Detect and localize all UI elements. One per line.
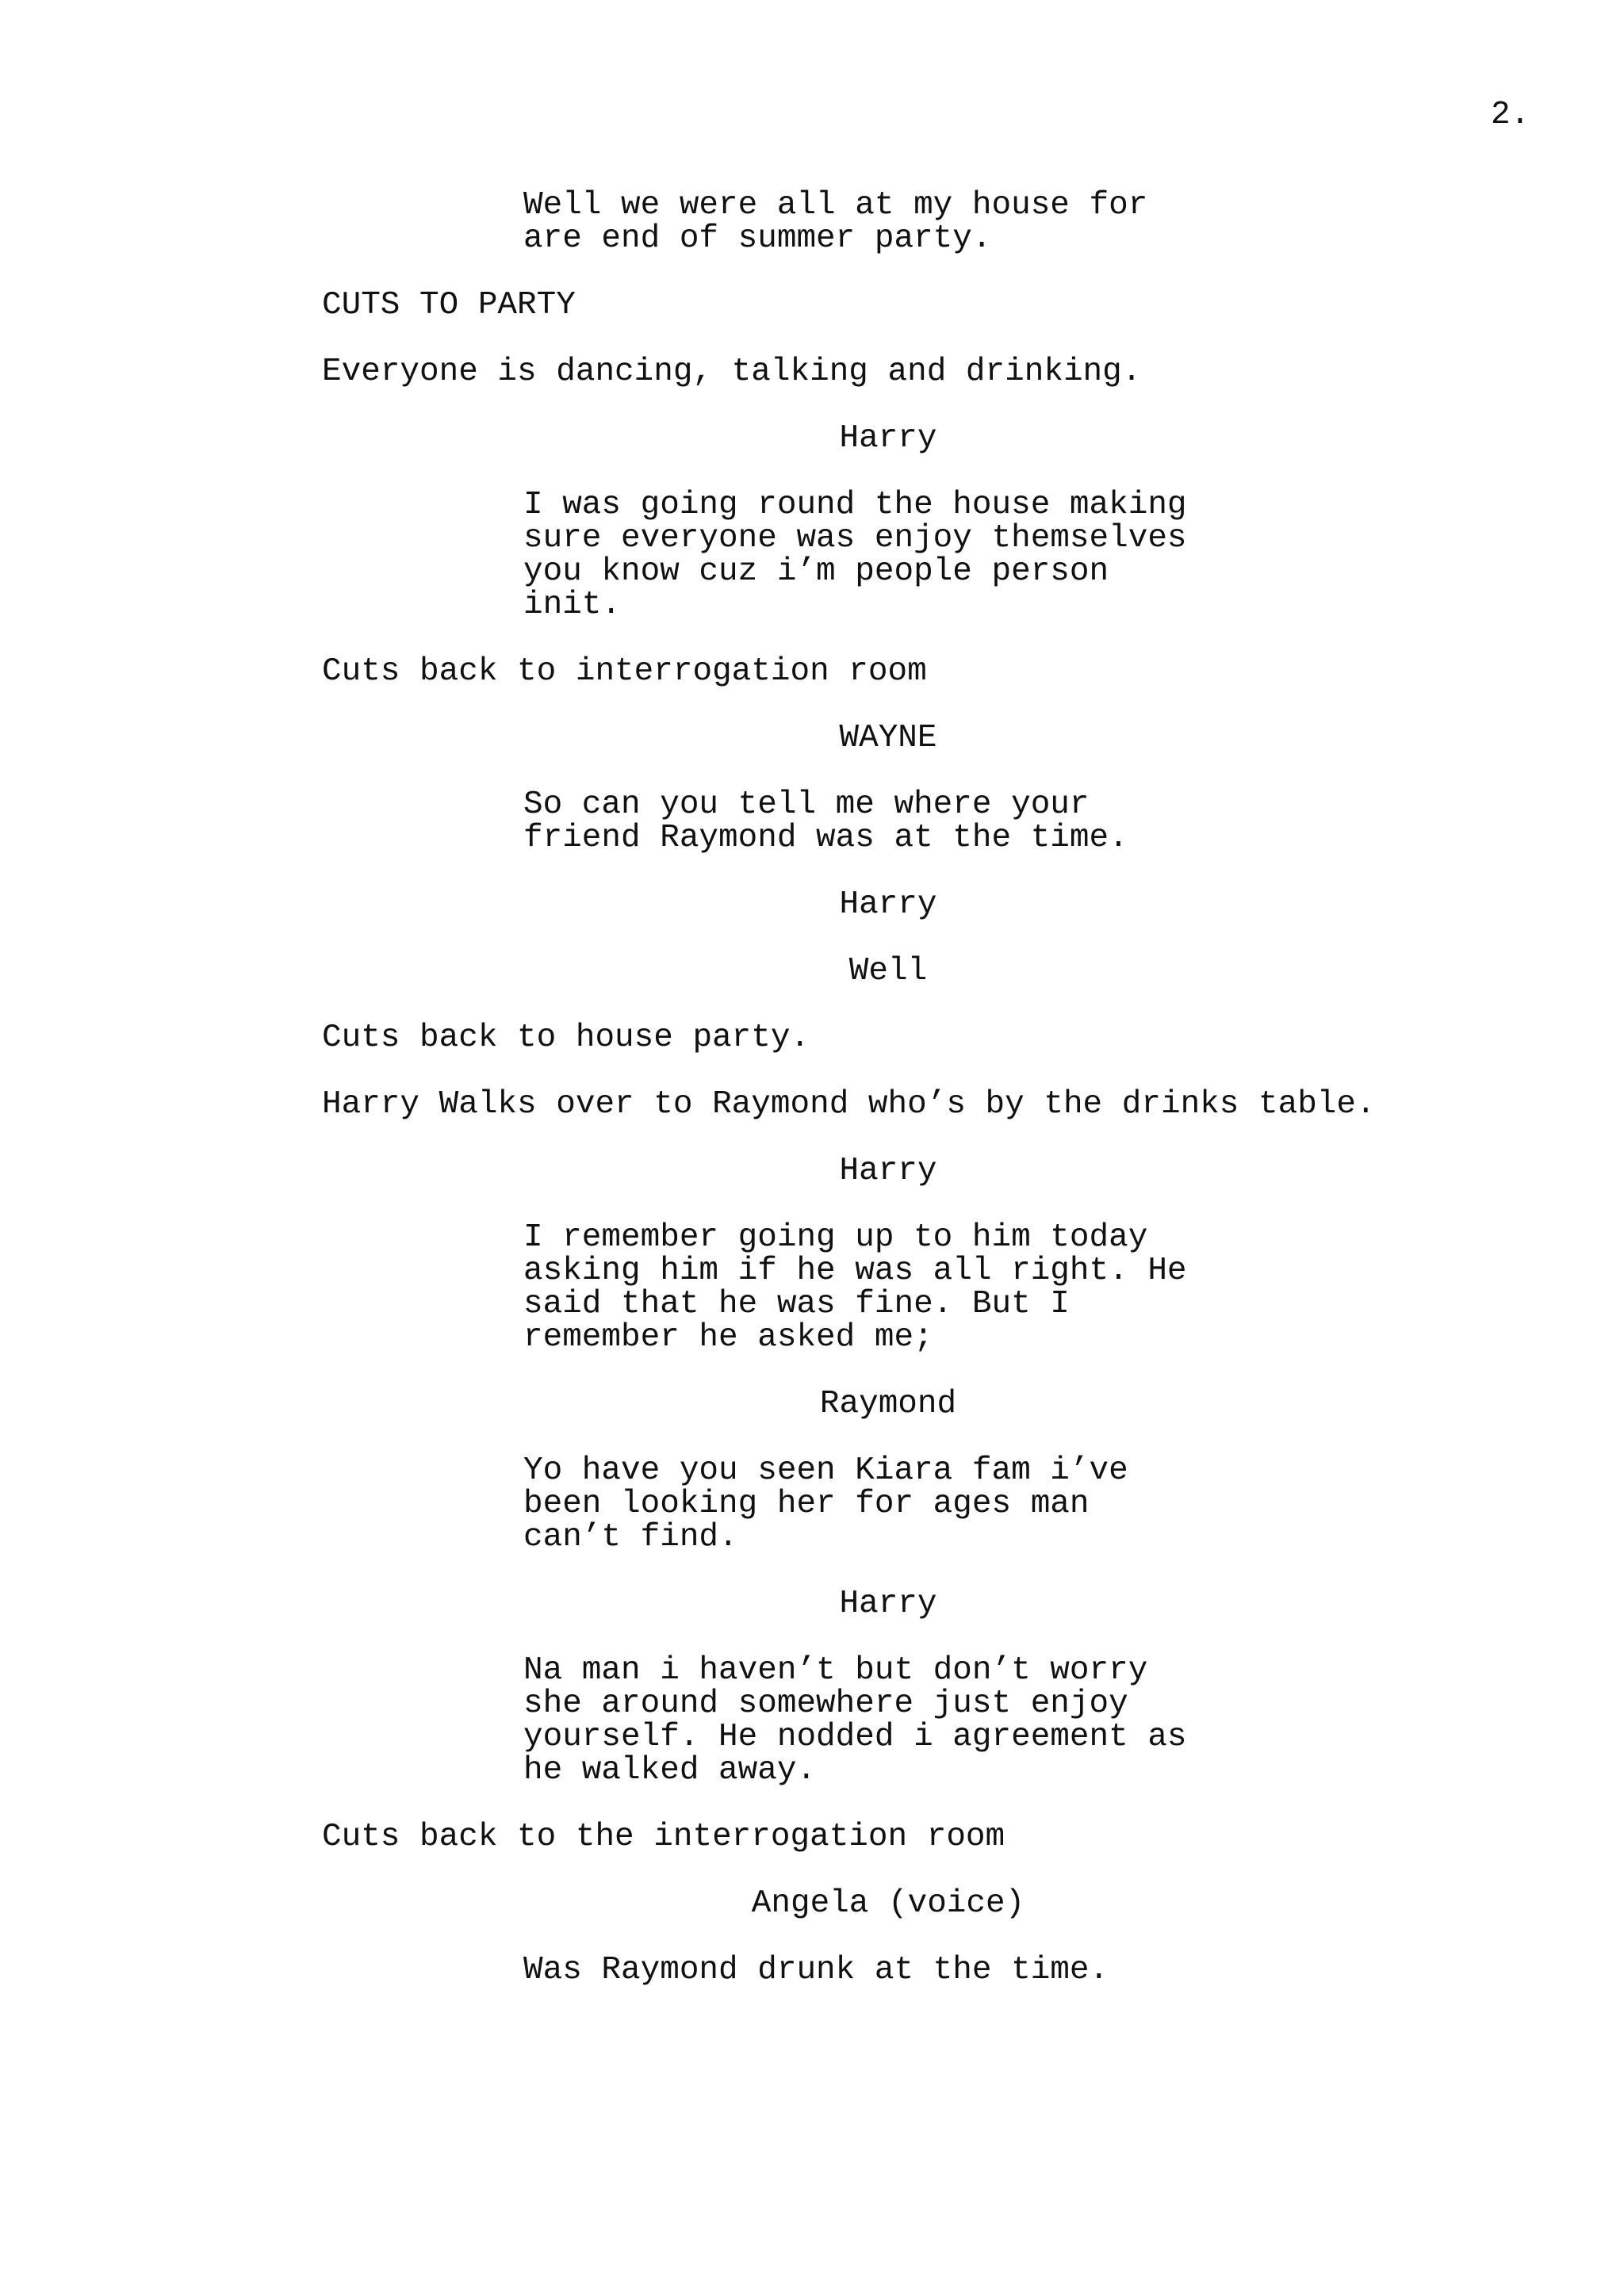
action-line: Harry Walks over to Raymond who’s by the drinks table.: [322, 1086, 1376, 1123]
dialogue-line: Was Raymond drunk at the time.: [523, 1952, 1109, 1988]
character-name: Raymond: [819, 1386, 957, 1422]
dialogue-line: friend Raymond was at the time.: [523, 820, 1128, 856]
dialogue-line: So can you tell me where your: [523, 786, 1090, 823]
dialogue-line: I was going round the house making: [523, 487, 1187, 523]
character-name: WAYNE: [839, 720, 937, 756]
character-name: Harry: [839, 1586, 937, 1622]
character-name: Harry: [839, 886, 937, 923]
dialogue-line: sure everyone was enjoy themselves: [523, 520, 1187, 557]
dialogue-line: said that he was fine. But I: [523, 1286, 1070, 1322]
dialogue-line: can’t find.: [523, 1519, 738, 1556]
action-line: Cuts back to interrogation room: [322, 653, 927, 690]
dialogue-line: you know cuz i’m people person: [523, 553, 1109, 590]
dialogue-line: are end of summer party.: [523, 220, 992, 257]
dialogue-line: remember he asked me;: [523, 1319, 933, 1356]
dialogue-line: Yo have you seen Kiara fam i’ve: [523, 1452, 1128, 1489]
dialogue-line: asking him if he was all right. He: [523, 1253, 1187, 1289]
character-name: Angela (voice): [751, 1885, 1025, 1922]
character-name: Harry: [839, 1153, 937, 1189]
action-line: Cuts back to house party.: [322, 1020, 810, 1056]
dialogue-line: init.: [523, 587, 622, 623]
dialogue-line: I remember going up to him today: [523, 1219, 1148, 1256]
dialogue-line: Na man i haven’t but don’t worry: [523, 1652, 1148, 1689]
dialogue-line: yourself. He nodded i agreement as: [523, 1719, 1187, 1755]
dialogue-line: he walked away.: [523, 1752, 817, 1789]
action-line: CUTS TO PARTY: [322, 287, 576, 323]
action-line: Cuts back to the interrogation room: [322, 1819, 1005, 1855]
dialogue-line: she around somewhere just enjoy: [523, 1686, 1128, 1722]
dialogue-line: been looking her for ages man: [523, 1486, 1090, 1522]
character-name: Well: [848, 953, 928, 989]
dialogue-line: Well we were all at my house for: [523, 187, 1148, 224]
character-name: Harry: [839, 420, 937, 457]
action-line: Everyone is dancing, talking and drinking.: [322, 354, 1142, 390]
page-number: 2.: [1491, 97, 1530, 133]
